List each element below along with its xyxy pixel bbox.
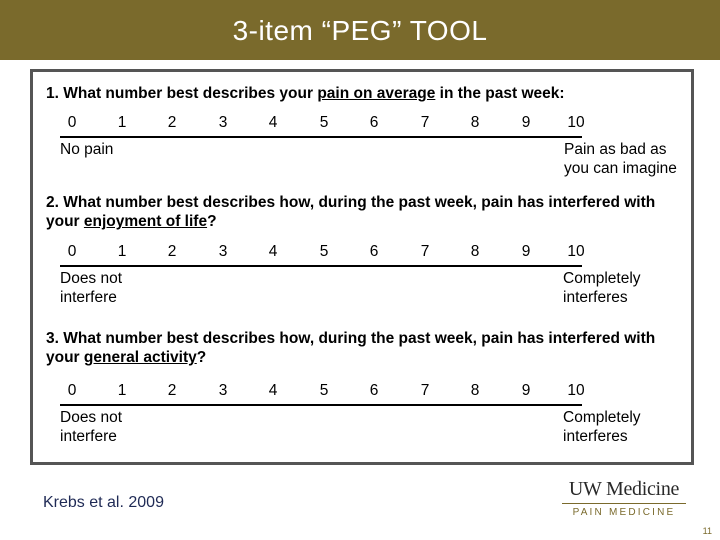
scale-2-value-10[interactable]: 10 bbox=[567, 243, 585, 260]
scale-3-value-6[interactable]: 6 bbox=[369, 382, 379, 399]
question-3-suffix: ? bbox=[196, 349, 207, 366]
peg-tool-box bbox=[30, 69, 694, 465]
logo-brand: UW Medicine bbox=[568, 478, 680, 500]
question-1-high-anchor-line-2: you can imagine bbox=[564, 160, 677, 177]
question-3-high-anchor-line-2: interferes bbox=[563, 428, 628, 445]
question-2-low-anchor-line-2: interfere bbox=[60, 289, 117, 306]
scale-2-value-9[interactable]: 9 bbox=[521, 243, 531, 260]
question-3-high-anchor-line-1: Completely bbox=[563, 409, 641, 426]
question-2-low-anchor-line-1: Does not bbox=[60, 270, 123, 287]
question-2-suffix: ? bbox=[207, 213, 217, 230]
question-3-low-anchor-line-1: Does not bbox=[60, 409, 123, 426]
question-1-prefix: 1. What number best describes your bbox=[46, 85, 318, 102]
question-3 bbox=[46, 329, 686, 367]
uw-medicine-logo bbox=[560, 478, 688, 522]
scale-3-value-8[interactable]: 8 bbox=[470, 382, 480, 399]
question-3-prefix: 3. What number best describes how, during the past week, pain has interfered with your bbox=[46, 330, 656, 366]
scale-2-value-8[interactable]: 8 bbox=[470, 243, 480, 260]
question-3-low-anchor bbox=[60, 408, 122, 446]
scale-1-value-3[interactable]: 3 bbox=[218, 114, 228, 131]
question-1-low-anchor bbox=[60, 140, 113, 159]
logo-rule bbox=[562, 503, 686, 504]
scale-3-value-0[interactable]: 0 bbox=[67, 382, 77, 399]
scale-1-value-2[interactable]: 2 bbox=[167, 114, 177, 131]
citation: Krebs et al. 2009 bbox=[43, 494, 164, 511]
question-1 bbox=[46, 84, 686, 103]
scale-2-value-4[interactable]: 4 bbox=[268, 243, 278, 260]
scale-2-value-1[interactable]: 1 bbox=[117, 243, 127, 260]
scale-3-value-10[interactable]: 10 bbox=[567, 382, 585, 399]
question-3-scale bbox=[60, 382, 600, 410]
scale-1-value-5[interactable]: 5 bbox=[319, 114, 329, 131]
logo-subtitle: PAIN MEDICINE bbox=[572, 507, 676, 518]
question-2-prefix: 2. What number best describes how, during the past week, pain has interfered with your bbox=[46, 194, 656, 230]
question-2 bbox=[46, 193, 686, 231]
question-3-emphasis: general activity bbox=[83, 349, 197, 366]
scale-1-value-9[interactable]: 9 bbox=[521, 114, 531, 131]
scale-3-value-3[interactable]: 3 bbox=[218, 382, 228, 399]
scale-1-value-7[interactable]: 7 bbox=[420, 114, 430, 131]
scale-1-value-10[interactable]: 10 bbox=[567, 114, 585, 131]
scale-3-value-5[interactable]: 5 bbox=[319, 382, 329, 399]
scale-2-line bbox=[60, 265, 582, 267]
scale-3-value-1[interactable]: 1 bbox=[117, 382, 127, 399]
scale-3-value-7[interactable]: 7 bbox=[420, 382, 430, 399]
question-1-scale bbox=[60, 114, 600, 142]
scale-1-line bbox=[60, 136, 582, 138]
title-bar bbox=[0, 0, 720, 60]
slide-title: 3-item “PEG” TOOL bbox=[232, 15, 488, 46]
scale-3-value-2[interactable]: 2 bbox=[167, 382, 177, 399]
scale-3-value-9[interactable]: 9 bbox=[521, 382, 531, 399]
scale-1-value-4[interactable]: 4 bbox=[268, 114, 278, 131]
scale-2-value-0[interactable]: 0 bbox=[67, 243, 77, 260]
question-2-high-anchor-line-2: interferes bbox=[563, 289, 628, 306]
scale-1-value-0[interactable]: 0 bbox=[67, 114, 77, 131]
scale-2-value-7[interactable]: 7 bbox=[420, 243, 430, 260]
question-1-suffix: in the past week: bbox=[435, 85, 565, 102]
scale-2-value-2[interactable]: 2 bbox=[167, 243, 177, 260]
question-1-high-anchor bbox=[564, 140, 677, 178]
question-3-high-anchor bbox=[563, 408, 641, 446]
question-2-emphasis: enjoyment of life bbox=[83, 213, 208, 230]
question-3-low-anchor-line-2: interfere bbox=[60, 428, 117, 445]
question-1-high-anchor-line-1: Pain as bad as bbox=[564, 141, 667, 158]
scale-1-value-8[interactable]: 8 bbox=[470, 114, 480, 131]
scale-2-value-6[interactable]: 6 bbox=[369, 243, 379, 260]
question-2-high-anchor-line-1: Completely bbox=[563, 270, 641, 287]
question-2-scale bbox=[60, 243, 600, 271]
question-2-low-anchor bbox=[60, 269, 122, 307]
scale-2-value-5[interactable]: 5 bbox=[319, 243, 329, 260]
question-2-high-anchor bbox=[563, 269, 641, 307]
page-number: 11 bbox=[702, 526, 712, 536]
question-1-low-anchor-line-1: No pain bbox=[60, 141, 114, 158]
scale-1-value-6[interactable]: 6 bbox=[369, 114, 379, 131]
scale-3-value-4[interactable]: 4 bbox=[268, 382, 278, 399]
question-1-emphasis: pain on average bbox=[317, 85, 436, 102]
scale-3-line bbox=[60, 404, 582, 406]
scale-2-value-3[interactable]: 3 bbox=[218, 243, 228, 260]
scale-1-value-1[interactable]: 1 bbox=[117, 114, 127, 131]
